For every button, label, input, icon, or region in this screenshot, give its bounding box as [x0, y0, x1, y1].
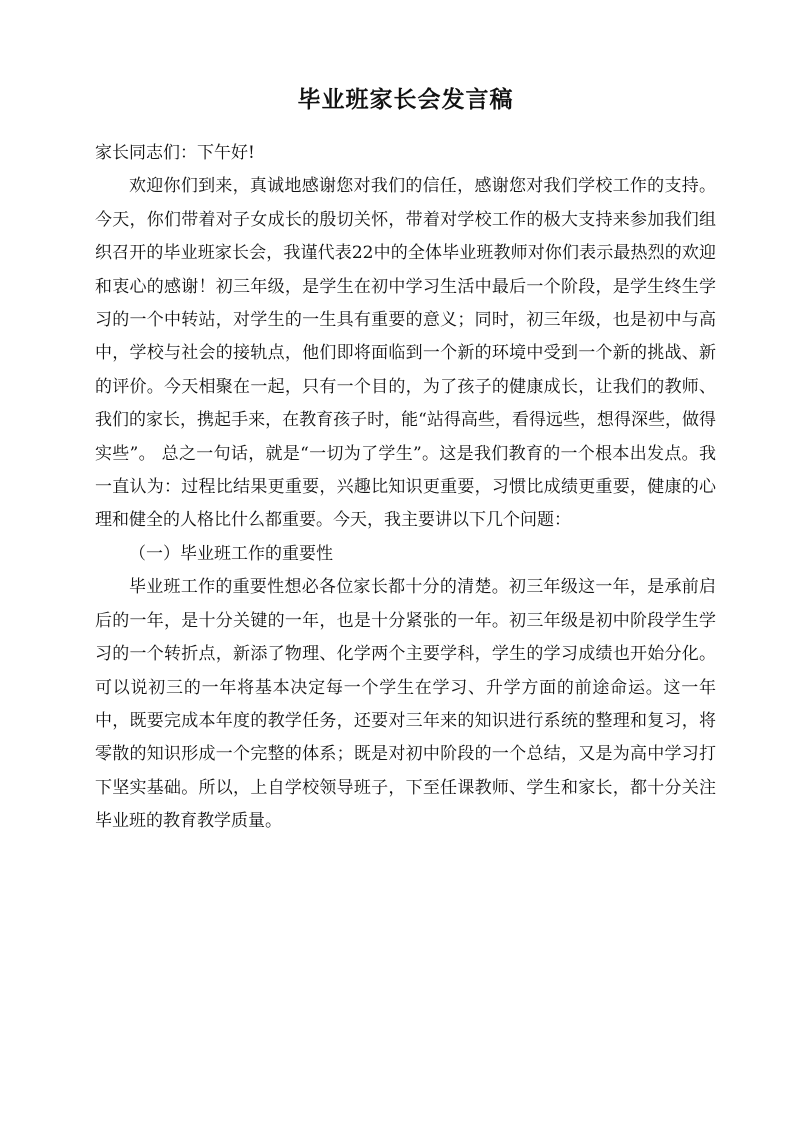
section-paragraph: 毕业班工作的重要性想必各位家长都十分的清楚。初三年级这一年，是承前启后的一年，是十分关键的一年，也是十分紧张的一年。初三年级是初中阶段学生学习的一个转折点，新添了物理、化学两个主要学科，学生的学习成绩也开始分化。可以说初三的一年将基本决定每一个学生在学习、升学方面的前途命运。这一年中，既要完成本年度的教学任务，还要对三年来的知识进行系统的整理和复习，将零散的知识形成一个完整的体系；既是对初中阶段的一个总结，又是为高中学习打下坚实基础。所以，上自学校领导班子，下至任课教师、学生和家长，都十分关注毕业班的教育教学质量。 [95, 577, 716, 832]
greeting-line: 家长同志们：下午好! [95, 143, 255, 163]
intro-paragraph: 欢迎你们到来，真诚地感谢您对我们的信任，感谢您对我们学校工作的支持。今天，你们带着对子女成长的殷切关怀，带着对学校工作的极大支持来参加我们组织召开的毕业班家长会，我谨代表22中的全体毕业班教师对你们表示最热烈的欢迎和衷心的感谢！初三年级，是学生在初中学习生活中最后一个阶段，是学生终生学习的一个中转站，对学生的一生具有重要的意义；同时，初三年级，也是初中与高中，学校与社会的接轨点，他们即将面临到一个新的环境中受到一个新的挑战、新的评价。今天相聚在一起，只有一个目的，为了孩子的健康成长，让我们的教师、我们的家长，携起手来，在教育孩子时，能“站得高些，看得远些，想得深些，做得实些”。 总之一句话，就是“一切为了学生”。这是我们教育的一个根本出发点。我一直认为：过程比结果更重要，兴趣比知识更重要，习惯比成绩更重要，健康的心理和健全的人格比什么都重要。今天，我主要讲以下几个问题： [95, 176, 716, 531]
document-title: 毕业班家长会发言稿 [297, 86, 514, 113]
section-heading: （一）毕业班工作的重要性 [129, 543, 333, 564]
